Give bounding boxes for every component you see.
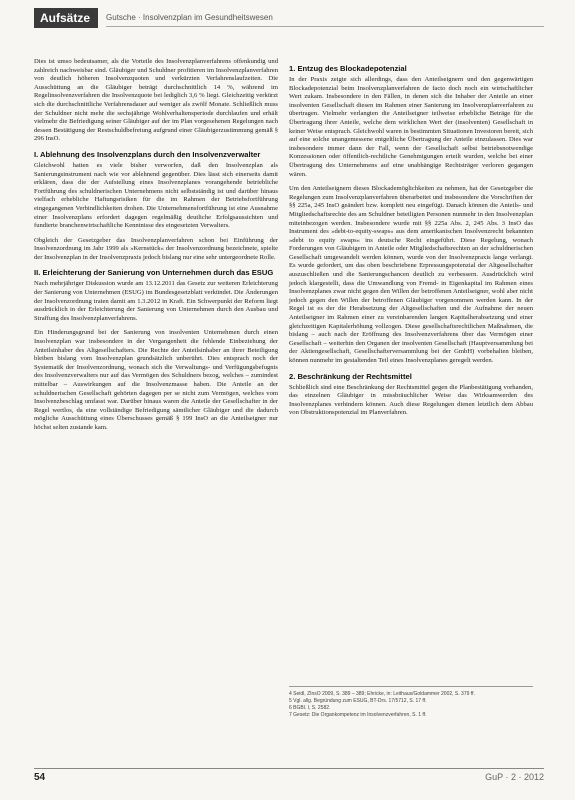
section-heading: I. Ablehnung des Insolvenzplans durch den Insolvenzverwalter [34,149,261,159]
paragraph: Um den Anteilseignern dieses Blockademöglichkeiten zu nehmen, hat der Gesetzgeber die Regelungen zum Insolvenzplanverfahren überarbeitet und insbesondere die Vorschriften der §§ 225a, 245 InsO geändert bzw. komplett neu eingefügt. Danach können die Anteils- und Mitgliedschaftsrechte des am Schuldner beteiligten Personen nunmehr in den Insolvenzplan miteinbezogen werden. Insbesondere wurde mit §§ 225a Abs. 2, 245 Abs. 3 InsO das Instrument des »debt-to-equity-swaps« aus dem amerikanischen Insolvenzrecht bekannten »debt to equity swaps« ins deutsche Recht eingeführt. Diese Regelung, wonach Forderungen von Gläubigern in Anteile oder Mitgliedschaftsrechten an der schuldnerischen Gesellschaft umgewandelt werden können, wurde von der Insolvenzpraxis lange verlangt. Es wurde gefordert, um das oben beschriebene Erpressungspotenzial der Altgesellschafter auszuschließen und die Sanierungschancen deutlich zu verbessern. Ausdrücklich wird jedoch klargestellt, dass die Umwandlung von Fremd- in Eigenkapital im Rahmen eines Insolvenzplanes zwar nicht gegen den Willen der betroffenen Anteilseigner, wohl aber nicht jedoch gegen den Willen der betroffenen Gläubiger vorgenommen werden kann. In der Regel ist es der die Herabsetzung der Altgesellschaften und die Aufnahme der neuen Anteilseigner im Rahmen einer zu vereinbarenden langen Kapitalherabsetzung und einer gleichzeitigen Kapitalerhöhung vollzogen. Diese gesellschaftsrechtlichen Maßnahmen, die bislang – auch nach der Eröffnung des Insolvenzverfahrens über das Vermögen einer Gesellschaft – weiterhin den Organen der insolventen Gesellschaft (Hauptversammlung bei der Aktiengesellschaft, Gesellschafterversammlung bei der GmbH) vorbehalten bleiben, können nunmehr im gestaltenden Teil eines Insolvenzplanes geregelt werden. [289,185,533,364]
paragraph: Gleichwohl hatten es viele bisher verworfen, daß den Insolvenzplan als Sanierungsinstrument nach wie vor ablehnend gegenüber. Dies lässt sich einerseits damit erklären, dass die der Aufstellung eines Insolvenzplanes vorangehende betriebliche Fortführung des schuldnerischen Unternehmens nicht selbstständig ist und darüber hinaus vielfach erhebliche Haftungsrisiken für die im Rahmen der Betriebsfortführung eingegangenen Verbindlichkeiten drohen. Die Unternehmensfortführung ist eine Ausnahme einer Insolvenzplans erfordert dagegen regelmäßig deutliche Erfolgsaussichten und fundierte branchenwirtschaftliche Kenntnisse des eingesetzten Verwalters. [34,161,278,230]
running-title: Gutsche · Insolvenzplan im Gesundheitswesen [106,10,544,27]
paragraph: In der Praxis zeigte sich allerdings, dass den Anteilseignern und den gegenwärtigen Blockadepotenzial beim Insolvenzplanverfahren de facto doch noch ein wirtschaftlicher Wert zukam. Insbesondere in den Fällen, in denen sich die Inhaber der Anteile an einer insolventen Gesellschaft diesen im Rahmen einer Sanierung im Insolvenzplanverfahren zu übertragen. Vielmehr verlangten die Anteilseigner teilweise erhebliche Beträge für die Übertragung ihrer Anteile, welche dem wirklichen Wert der (insolventen) Gesellschaft in keiner Weise entsprach. Gleichwohl waren in bestimmten Situationen Investoren bereit, sich auf eine solche unangemessene entgeltliche Übertragung der Anteile einzulassen. Dies war insbesondere immer dann der Fall, wenn der Gesellschaft selbst betriebsnotwendige Konzessionen oder öffentlich-rechtliche Genehmigungen erteilt wurden, welche bei einer Übertragung des Unternehmens auf eine unabhängige Rechtsträger verloren gegangen wären. [289,76,533,178]
right-column [289,58,533,424]
page-header [34,8,544,28]
footnote: 4 Seidl, ZInsO 2009, S. 389 – 389; Ehricke, in: Leithaus/Goldammer 2002, S. 379 ff. [289,691,475,697]
section-heading: II. Erleichterung der Sanierung von Unternehmen durch das ESUG [34,268,274,278]
paragraph: Schließlich sind eine Beschränkung der Rechtsmittel gegen die Planbestätigung vorhanden, das einzelnen Gläubiger in missbräuchlicher Weise das Wirksamwerden des Insolvenzplanes verhindern können. Auch diese Regelungen dienen letztlich dem Abbau von Obstruktionspotenzial im Planverfahren. [289,383,533,417]
paragraph: Dies ist umso bedeutsamer, als die Vorteile des Insolvenzplanverfahrens offenkundig und zahlreich nachweisbar sind. Gläubiger und Schuldner profitieren im Insolvenzplanverfahren von deutlich höheren Insolvenzquoten und verkürzten Verfahrenslaufzeiten. Die Ausschüttung an die Gläubiger beträgt durchschnittlich 14 %, während im Regelinsolvenzverfahren die Insolvenzquote bei lediglich 3,6 % liegt. Gleichzeitig verkürzt sich die durchschnittliche Verfahrensdauer auf weniger als zwölf Monate. Schließlich muss der Schuldner nicht mehr die sechsjährige Wohlverhaltensperiode durchlaufen und erhält vielmehr die Befriedigung seiner Gläubiger auf der im Plan vorgesehenen Regelungen nach dessen Bestätigung der Restschuldbefreiung aufgrund einer Gläubigerzustimmung gemäß § 296 InsO. [34,58,278,143]
left-column [34,58,278,439]
journal-issue: GuP · 2 · 2012 [485,772,544,782]
paragraph: Obgleich der Gesetzgeber das Insolvenzplanverfahren schon bei Einführung der Insolvenzordnung im Jahr 1999 als »Kernstück« der Insolvenzordnung bezeichnete, spielte der Insolvenzplan in der Insolvenzpraxis jedoch bislang nur eine sehr untergeordnete Rolle. [34,236,278,261]
page-number: 54 [34,772,46,783]
section-tag: Aufsätze [34,8,98,28]
footnote: 6 BGBl. I, S. 2582. [289,705,331,711]
paragraph: Nach mehrjähriger Diskussion wurde am 13.12.2011 das Gesetz zur weiteren Erleichterung der Sanierung von Unternehmen (ESUG) im Bundesgesetzblatt verkündet. Die Änderungen der Insolvenzordnung traten damit am 1.3.2012 in Kraft. Ein Schwerpunkt der Reform liegt ausdrücklich in der Erleichterung der Sanierung von Unternehmen durch den Ausbau und Straffung des Insolvenzplanverfahrens. [34,280,278,322]
paragraph: Ein Hinderungsgrund bei der Sanierung von insolventen Unternehmen durch einen Insolvenzplan war insbesondere in der Vergangenheit die fehlende Einbeziehung der Anteilsinhaber des Altgesellschafters. Die Rechte der Anteilsinhaber an ihrer Beteiligung bleiben bislang vom Insolvenzplan grundsätzlich unberührt. Dies entsprach noch der Systematik der Insolvenzordnung, wonach sich die Verwaltungs- und Verfügungsbefugnis des Insolvenzverwalters nur auf das Vermögen des Schuldners bezog, welches – zumindest mittelbar – Auswirkungen auf die Insolvenzmasse haben. Die Anteile an der schuldnerischen Gesellschaft gehörten dagegen per se nicht zum Vermögen, welches vom Insolvenzbeschlag umfasst war. Darüber hinaus waren die Anteile der Gesellschafter in der Regel wertlos, da eine vollständige Befriedigung sämtlicher Gläubiger und die dadurch mögliche Ausschüttung eines Überschusses gemäß § 199 InsO an die Anteilseigner nur höchst selten zustande kam. [34,329,278,431]
subsection-heading: 2. Beschränkung der Rechtsmittel [289,371,412,381]
footnote: 7 Gesetz: Die Organkompetenz im Insolvenzverfahren, S. 1 ff. [289,712,427,718]
page-footer [34,768,544,785]
footnotes [289,686,533,719]
footnote: 5 Vgl. allg. Begründung zum ESUG, BT-Drs. 17/5712, S. 17 ff. [289,698,427,704]
subsection-heading: 1. Entzug des Blockadepotenzial [289,64,407,73]
